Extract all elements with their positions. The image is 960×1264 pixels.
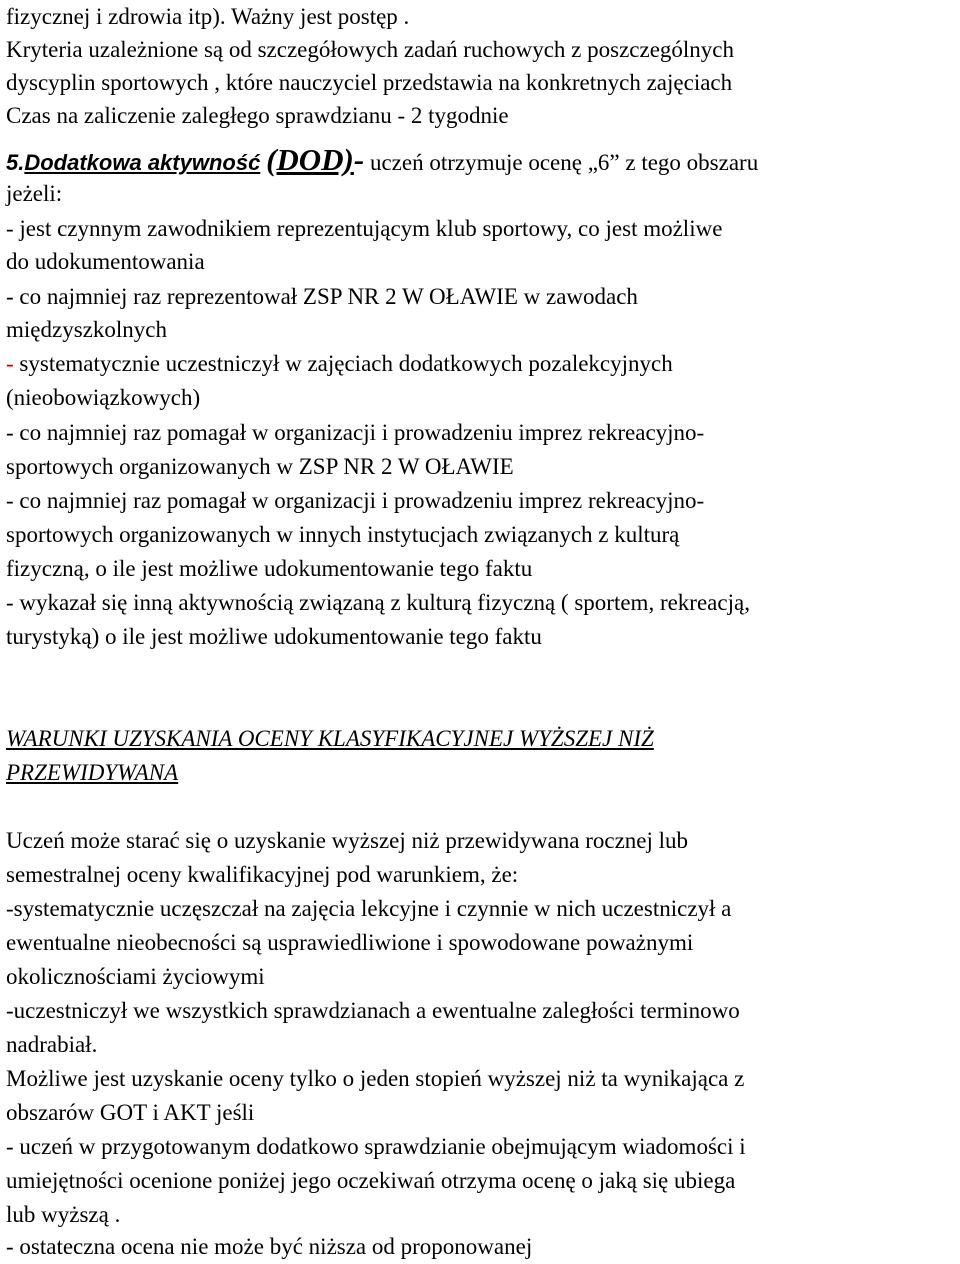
dod-dash: - bbox=[353, 142, 365, 177]
text-line: Uczeń może starać się o uzyskanie wyższej niż przewidywana rocznej lub bbox=[6, 828, 689, 853]
text-line: sportowych organizowanych w innych instytucjach związanych z kulturą bbox=[6, 522, 680, 547]
text-line: ewentualne nieobecności są usprawiedliwione i spowodowane poważnymi bbox=[6, 930, 694, 955]
dod-number: 5. bbox=[6, 150, 25, 175]
section-heading: WARUNKI UZYSKANIA OCENY KLASYFIKACYJNEJ WYŻSZEJ NIŻ bbox=[6, 726, 654, 751]
text-line: jeżeli: bbox=[6, 181, 63, 206]
text-line: fizyczną, o ile jest możliwe udokumentowanie tego faktu bbox=[6, 556, 533, 581]
text-line: -systematycznie uczęszczał na zajęcia lekcyjne i czynnie w nich uczestniczył a bbox=[6, 896, 732, 921]
text-line: - co najmniej raz reprezentował ZSP NR 2 W OŁAWIE w zawodach bbox=[6, 284, 638, 309]
text-line: turystyką) o ile jest możliwe udokumentowanie tego faktu bbox=[6, 624, 542, 649]
dod-abbr: (DOD) bbox=[266, 142, 354, 177]
text-line: fizycznej i zdrowia itp). Ważny jest postęp . bbox=[6, 4, 410, 29]
dod-section-heading bbox=[6, 141, 758, 179]
text-line: - wykazał się inną aktywnością związaną z kulturą fizyczną ( sportem, rekreacją, bbox=[6, 590, 750, 615]
text-line: sportowych organizowanych w ZSP NR 2 W OŁAWIE bbox=[6, 454, 514, 479]
text-line: okolicznościami życiowymi bbox=[6, 964, 265, 989]
text-line bbox=[6, 347, 673, 381]
dod-name: Dodatkowa aktywność bbox=[24, 150, 261, 175]
text-line: - ostateczna ocena nie może być niższa od proponowanej bbox=[6, 1234, 533, 1259]
text-line: (nieobowiązkowych) bbox=[6, 385, 201, 410]
text-line: Kryteria uzależnione są od szczegółowych zadań ruchowych z poszczególnych bbox=[6, 37, 735, 62]
red-dash: - bbox=[6, 351, 14, 376]
text-line: - jest czynnym zawodnikiem reprezentującym klub sportowy, co jest możliwe bbox=[6, 216, 723, 241]
text-line: -uczestniczył we wszystkich sprawdzianach a ewentualne zaległości terminowo bbox=[6, 998, 740, 1023]
text-line: obszarów GOT i AKT jeśli bbox=[6, 1100, 255, 1125]
text-line: lub wyższą . bbox=[6, 1202, 121, 1227]
red-item-text: systematycznie uczestniczył w zajęciach dodatkowych pozalekcyjnych bbox=[13, 351, 673, 376]
text-line: - co najmniej raz pomagał w organizacji i prowadzeniu imprez rekreacyjno- bbox=[6, 420, 705, 445]
text-line: dyscyplin sportowych , które nauczyciel przedstawia na konkretnych zajęciach bbox=[6, 70, 733, 95]
section-heading: PRZEWIDYWANA bbox=[6, 760, 179, 785]
dod-rest: uczeń otrzymuje ocenę „6” z tego obszaru bbox=[364, 150, 759, 175]
text-line: semestralnej oceny kwalifikacyjnej pod warunkiem, że: bbox=[6, 862, 519, 887]
text-line: do udokumentowania bbox=[6, 249, 205, 274]
text-line: nadrabiał. bbox=[6, 1032, 98, 1057]
text-line: umiejętności ocenione poniżej jego oczekiwań otrzyma ocenę o jaką się ubiega bbox=[6, 1168, 736, 1193]
text-line: - co najmniej raz pomagał w organizacji i prowadzeniu imprez rekreacyjno- bbox=[6, 488, 705, 513]
text-line: Możliwe jest uzyskanie oceny tylko o jeden stopień wyższej niż ta wynikająca z bbox=[6, 1066, 745, 1091]
text-line: - uczeń w przygotowanym dodatkowo sprawdzianie obejmującym wiadomości i bbox=[6, 1134, 746, 1159]
text-line: Czas na zaliczenie zaległego sprawdzianu - 2 tygodnie bbox=[6, 103, 509, 128]
text-line: międzyszkolnych bbox=[6, 317, 167, 342]
